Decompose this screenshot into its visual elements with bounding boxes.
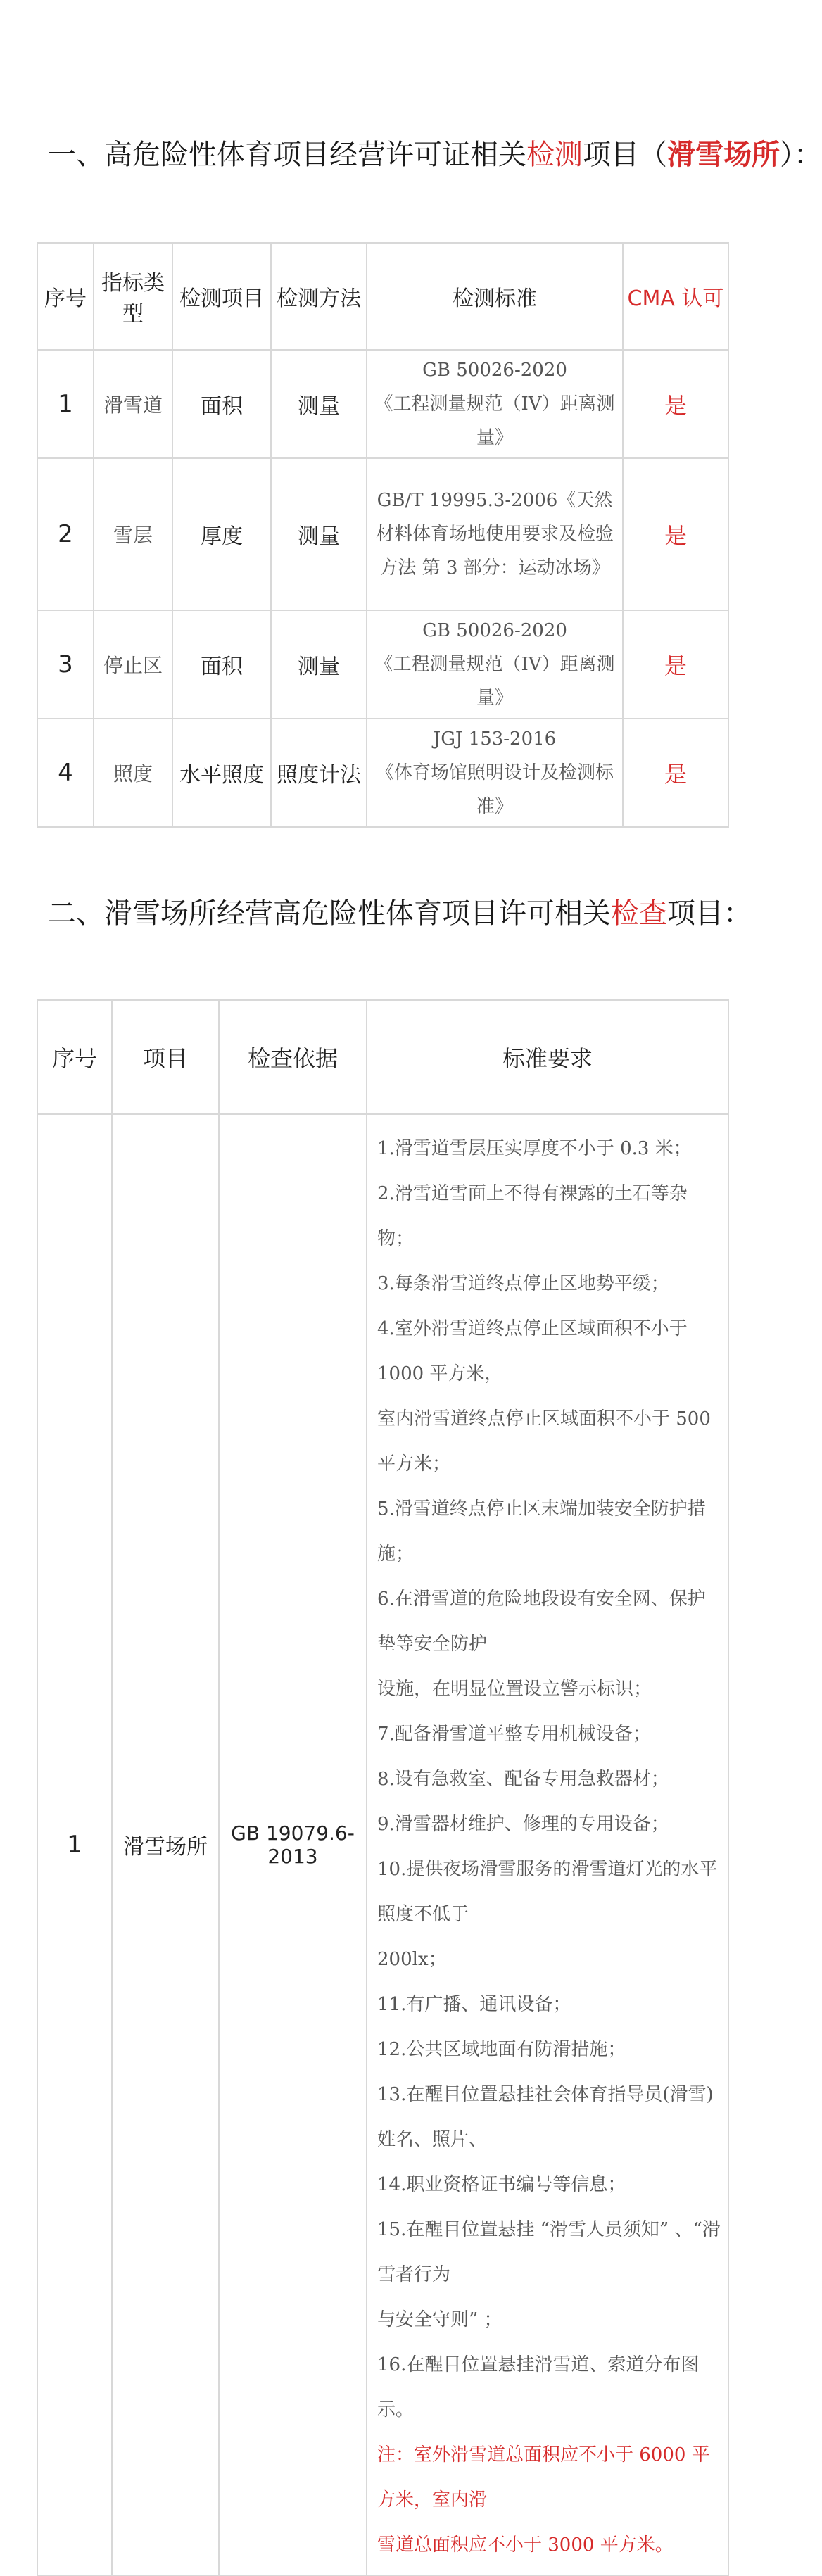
row-method: 测量	[271, 610, 367, 719]
header-requirements: 标准要求	[367, 1000, 728, 1114]
row-type: 停止区	[94, 610, 172, 719]
inspection-items-table	[37, 999, 729, 2576]
requirements-cell	[367, 1114, 728, 2575]
header-test-standard: 检测标准	[367, 243, 623, 350]
header-no: 序号	[37, 1000, 112, 1114]
requirement-line: 8.设有急救室、配备专用急救器材；	[377, 1769, 669, 1790]
row-item: 面积	[172, 350, 271, 458]
header-test-method: 检测方法	[271, 243, 367, 350]
row-item: 面积	[172, 610, 271, 719]
row-no: 4	[37, 719, 94, 827]
row-cma: 是	[623, 610, 728, 719]
section2-heading-suffix: 项目：	[667, 897, 752, 930]
row-type: 照度	[94, 719, 172, 827]
section2-heading-highlight: 检查	[611, 897, 667, 930]
requirement-line: 与安全守则” ；	[377, 2309, 502, 2330]
row-method: 照度计法	[271, 719, 367, 827]
row-standard: GB 50026-2020 《工程测量规范（IV）距离测量》	[367, 610, 623, 719]
requirement-line: 室内滑雪道终点停止区域面积不小于 500 平方米；	[377, 1408, 711, 1475]
table-row	[37, 719, 728, 827]
section1-heading-highlight: 检测	[526, 139, 583, 171]
requirement-line: 6.在滑雪道的危险地段设有安全网、保护垫等安全防护	[377, 1589, 706, 1655]
section1-heading-suffix: ）：	[780, 139, 822, 171]
section1-heading-prefix: 一、高危险性体育项目经营许可证相关	[48, 139, 526, 171]
requirement-line: 14.职业资格证书编号等信息；	[377, 2174, 626, 2195]
requirement-line: 4.室外滑雪道终点停止区域面积不小于 1000 平方米，	[377, 1318, 688, 1384]
row-cma: 是	[623, 719, 728, 827]
row-standard: GB 50026-2020 《工程测量规范（IV）距离测量》	[367, 350, 623, 458]
requirement-line: 11.有广播、通讯设备；	[377, 1994, 571, 2015]
table-header-row	[37, 243, 728, 350]
requirement-note: 注：室外滑雪道总面积应不小于 6000 平方米，室内滑	[377, 2444, 710, 2511]
requirement-line: 9.滑雪器材维护、修理的专用设备；	[377, 1814, 669, 1835]
header-item: 项目	[112, 1000, 219, 1114]
row-item: 滑雪场所	[112, 1114, 219, 2575]
section1-heading	[48, 135, 822, 175]
row-no: 1	[37, 350, 94, 458]
section2-heading	[48, 894, 752, 933]
row-item: 厚度	[172, 458, 271, 610]
requirements-list	[377, 1126, 722, 2568]
table-row	[37, 458, 728, 610]
row-basis: GB 19079.6-2013	[219, 1114, 367, 2575]
row-item: 水平照度	[172, 719, 271, 827]
section1-heading-mid: 项目（	[583, 139, 667, 171]
requirement-line: 设施，在明显位置设立警示标识；	[377, 1679, 652, 1700]
row-no: 2	[37, 458, 94, 610]
table-row	[37, 350, 728, 458]
requirement-line: 3.每条滑雪道终点停止区地势平缓；	[377, 1273, 669, 1294]
requirement-line: 5.滑雪道终点停止区末端加装安全防护措施；	[377, 1498, 706, 1565]
row-standard: GB/T 19995.3-2006《天然材料体育场地使用要求及检验方法 第 3 部分：运动冰场》	[367, 458, 623, 610]
requirement-line: 16.在醒目位置悬挂滑雪道、索道分布图示。	[377, 2354, 700, 2420]
header-basis: 检查依据	[219, 1000, 367, 1114]
row-no: 1	[37, 1114, 112, 2575]
section2-heading-prefix: 二、滑雪场所经营高危险性体育项目许可相关	[48, 897, 611, 930]
requirement-line: 10.提供夜场滑雪服务的滑雪道灯光的水平照度不低于	[377, 1859, 718, 1925]
testing-items-table	[37, 242, 729, 828]
row-type: 雪层	[94, 458, 172, 610]
table-row	[37, 1114, 728, 2575]
section1-heading-venue: 滑雪场所	[667, 139, 780, 171]
header-cma: CMA 认可	[623, 243, 728, 350]
requirement-line: 7.配备滑雪道平整专用机械设备；	[377, 1724, 651, 1745]
requirement-line: 2.滑雪道雪面上不得有裸露的土石等杂物；	[377, 1183, 688, 1249]
row-type: 滑雪道	[94, 350, 172, 458]
row-method: 测量	[271, 458, 367, 610]
row-method: 测量	[271, 350, 367, 458]
requirement-line: 1.滑雪道雪层压实厚度不小于 0.3 米；	[377, 1138, 692, 1159]
requirement-line: 15.在醒目位置悬挂 “滑雪人员须知” 、“滑雪者行为	[377, 2219, 721, 2285]
table-header-row	[37, 1000, 728, 1114]
requirement-line: 12.公共区域地面有防滑措施；	[377, 2039, 626, 2060]
header-indicator-type: 指标类型	[94, 243, 172, 350]
table-row	[37, 610, 728, 719]
row-standard: JGJ 153-2016 《体育场馆照明设计及检测标准》	[367, 719, 623, 827]
row-no: 3	[37, 610, 94, 719]
requirement-line: 200lx；	[377, 1949, 447, 1970]
row-cma: 是	[623, 350, 728, 458]
header-no: 序号	[37, 243, 94, 350]
requirement-line: 13.在醒目位置悬挂社会体育指导员(滑雪)姓名、照片、	[377, 2084, 714, 2150]
row-cma: 是	[623, 458, 728, 610]
header-test-item: 检测项目	[172, 243, 271, 350]
requirement-note: 雪道总面积应不小于 3000 平方米。	[377, 2534, 674, 2556]
